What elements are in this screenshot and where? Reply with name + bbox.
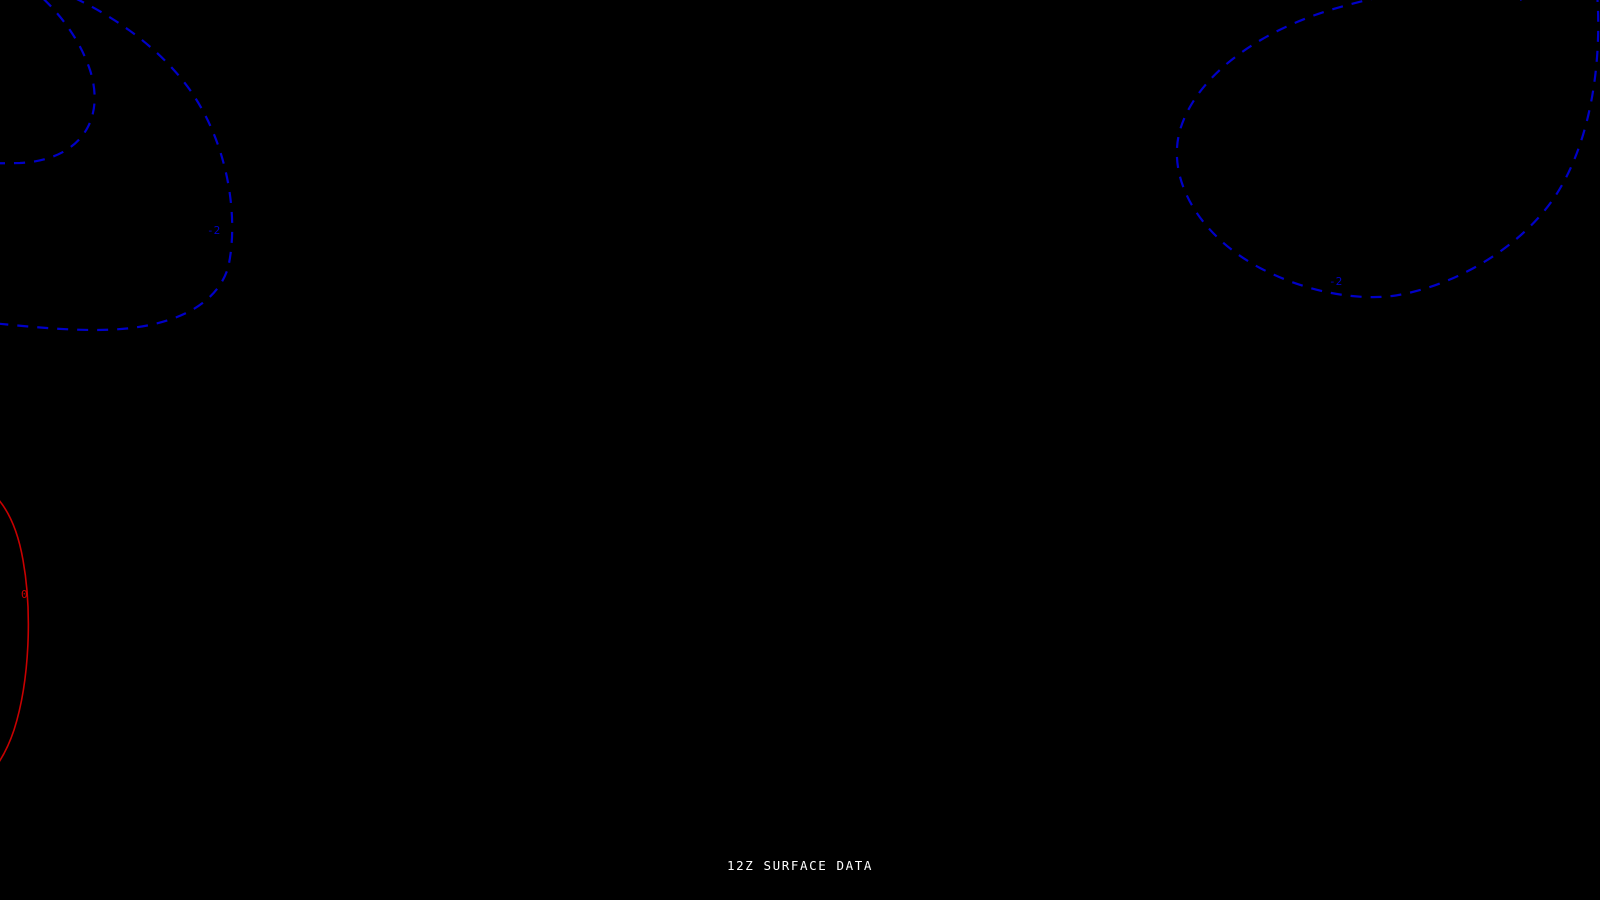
map-caption: 12Z SURFACE DATA — [726, 858, 873, 873]
contour-label-nw: -2 — [207, 224, 221, 237]
contour-label-ne: -2 — [1329, 275, 1343, 288]
contour-label-west: 0 — [21, 588, 28, 601]
